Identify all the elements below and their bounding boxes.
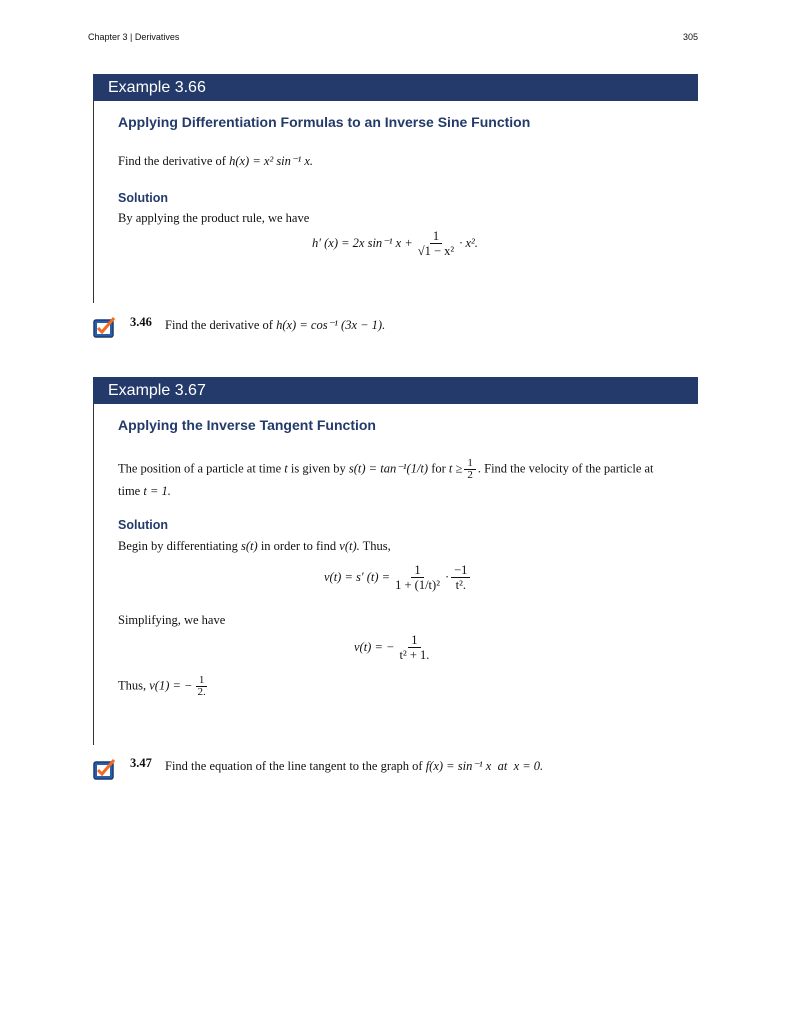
solution-label: Solution bbox=[118, 518, 168, 532]
equation-2 bbox=[354, 633, 434, 663]
text: Find the derivative of bbox=[165, 318, 273, 332]
denominator: t² + 1. bbox=[399, 648, 430, 662]
checkpoint-number: 3.46 bbox=[130, 315, 152, 329]
simplify-text: Simplifying, we have bbox=[118, 613, 226, 627]
checkpoint-icon bbox=[93, 758, 116, 780]
solution-text bbox=[118, 539, 391, 554]
page-number: 305 bbox=[682, 32, 698, 42]
text: for bbox=[431, 461, 446, 476]
numerator: 1 bbox=[430, 229, 442, 244]
example-heading: Applying the Inverse Tangent Function bbox=[118, 417, 376, 433]
text: Find the equation of the line tangent to the graph of bbox=[165, 759, 423, 773]
checkpoint-346 bbox=[130, 315, 152, 330]
problem-text-2 bbox=[118, 484, 171, 499]
text: Find the derivative of bbox=[118, 154, 226, 168]
denominator: √1 − x² bbox=[417, 244, 455, 258]
solution-label: Solution bbox=[118, 191, 168, 205]
chapter-header: Chapter 3 | Derivatives bbox=[88, 32, 180, 42]
numerator: 1 bbox=[408, 633, 420, 648]
text: time bbox=[118, 484, 141, 498]
numerator: 1 bbox=[464, 458, 476, 470]
equation bbox=[312, 229, 478, 259]
text: The position of a particle at time bbox=[118, 461, 282, 476]
math: s(t) = tan⁻¹ bbox=[348, 461, 407, 476]
math: v(t). bbox=[339, 539, 360, 553]
checkpoint-347 bbox=[130, 756, 152, 771]
math: f(x) = sin⁻¹ x at x = 0. bbox=[425, 759, 544, 773]
example-title-bar: Example 3.66 bbox=[93, 74, 698, 101]
checkpoint-text bbox=[165, 758, 543, 774]
equation-1: v(t) = s′ (t) = $\frac{1}{\text{1 + (1/t)²}}$ · $\frac{-1}{\text{t².}}$ bbox=[324, 563, 472, 593]
math: s(t) bbox=[241, 539, 258, 553]
math: (1/t) bbox=[406, 461, 429, 476]
text: in order to find bbox=[260, 539, 337, 553]
solution-text: By applying the product rule, we have bbox=[118, 211, 310, 225]
math: h(x) = x² sin⁻¹ x. bbox=[229, 154, 314, 168]
eq-lhs: v(t) = s′ (t) = bbox=[324, 569, 391, 584]
denominator: 1 + (1/t)² bbox=[395, 578, 440, 592]
numerator: 1 bbox=[196, 675, 208, 687]
problem-text bbox=[118, 458, 654, 481]
math: t ≥ bbox=[448, 461, 463, 476]
checkpoint-icon bbox=[93, 316, 116, 338]
checkpoint-text bbox=[165, 317, 385, 333]
text: is given by bbox=[290, 461, 346, 476]
denominator: t². bbox=[455, 578, 466, 592]
example-title-bar: Example 3.67 bbox=[93, 377, 698, 404]
conclusion bbox=[118, 675, 211, 698]
text: Thus, bbox=[362, 539, 391, 553]
numerator: −1 bbox=[451, 563, 470, 578]
example-heading: Applying Differentiation Formulas to an Inverse Sine Function bbox=[118, 114, 531, 130]
math: h(x) = cos⁻¹ (3x − 1). bbox=[276, 318, 386, 332]
denominator: 2 bbox=[467, 469, 473, 481]
eq-lhs: h′ (x) = 2x sin⁻¹ x + bbox=[312, 235, 413, 250]
example-border bbox=[93, 404, 94, 745]
math: t bbox=[284, 461, 288, 476]
denominator: 2. bbox=[197, 686, 206, 698]
problem-text bbox=[118, 153, 313, 169]
math: v(1) = − bbox=[149, 678, 193, 693]
eq-lhs: v(t) = − bbox=[354, 639, 395, 654]
numerator: 1 bbox=[411, 563, 423, 578]
text: Thus, bbox=[118, 678, 147, 693]
math: t = 1. bbox=[143, 484, 171, 498]
example-border bbox=[93, 101, 94, 303]
text: . Find the velocity of the particle at bbox=[477, 461, 654, 476]
checkpoint-number: 3.47 bbox=[130, 756, 152, 770]
eq-tail: · x². bbox=[459, 235, 478, 250]
text: Begin by differentiating bbox=[118, 539, 238, 553]
